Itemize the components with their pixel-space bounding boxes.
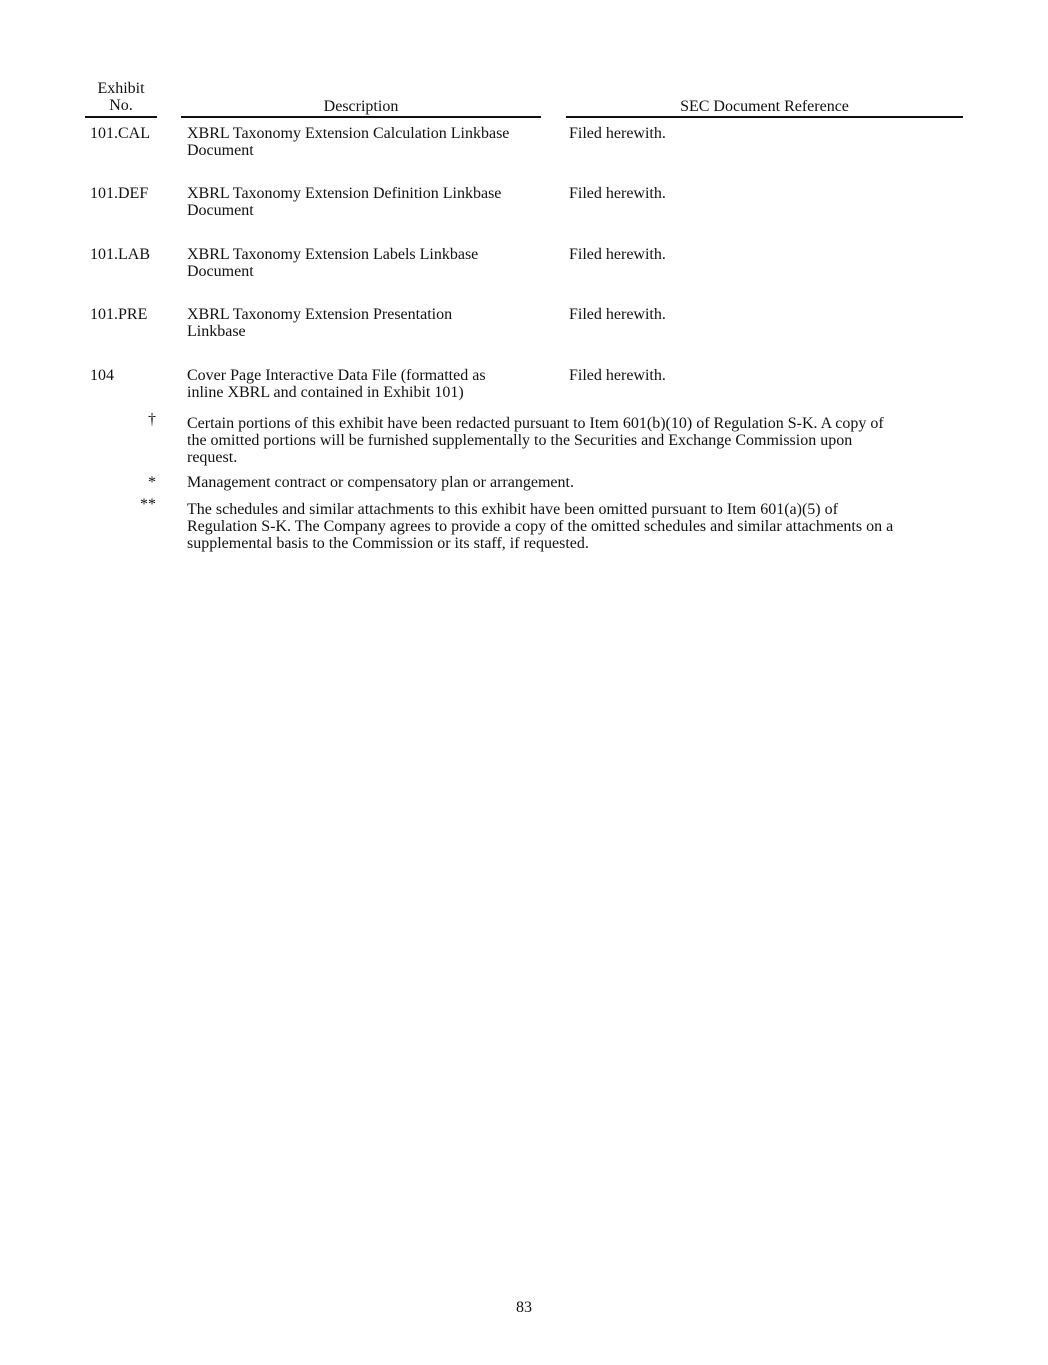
footnote-line: Regulation S-K. The Company agrees to provide a copy of the omitted schedules and similar attachments on a <box>187 518 894 535</box>
header-description <box>181 80 541 118</box>
exhibit-description-line: Cover Page Interactive Data File (formatted as <box>187 367 486 384</box>
exhibit-number: 101.CAL <box>90 125 150 142</box>
footnote-mark: * <box>148 474 156 491</box>
footnote-text <box>187 415 947 466</box>
exhibit-description-line: Document <box>187 202 254 219</box>
sec-reference: Filed herewith. <box>569 367 666 384</box>
footnote-mark: ** <box>140 496 156 513</box>
footnote-line: Certain portions of this exhibit have been redacted pursuant to Item 601(b)(10) of Regulation S-K. A copy of <box>187 415 884 432</box>
footnote-line: the omitted portions will be furnished supplementally to the Securities and Exchange Commission upon <box>187 432 853 449</box>
footnote-line: supplemental basis to the Commission or its staff, if requested. <box>187 535 589 552</box>
exhibit-description <box>187 246 547 280</box>
exhibit-description <box>187 367 547 401</box>
sec-reference: Filed herewith. <box>569 306 666 323</box>
exhibit-description-line: XBRL Taxonomy Extension Presentation <box>187 306 453 323</box>
footnote-line: The schedules and similar attachments to this exhibit have been omitted pursuant to Item 601(a)(5) of <box>187 501 838 518</box>
sec-reference: Filed herewith. <box>569 185 666 202</box>
header-sec-reference <box>566 80 963 118</box>
exhibit-description-line: XBRL Taxonomy Extension Definition Linkbase <box>187 185 502 202</box>
exhibit-description-line: Linkbase <box>187 323 246 340</box>
header-exhibit-no <box>85 80 157 118</box>
header-exhibit-line2: No. <box>109 97 133 114</box>
exhibit-description-line: Document <box>187 263 254 280</box>
exhibit-number: 101.DEF <box>90 185 149 202</box>
footnote-text <box>187 501 947 552</box>
exhibit-number: 101.PRE <box>90 306 148 323</box>
footnote-text <box>187 474 947 491</box>
sec-reference: Filed herewith. <box>569 125 666 142</box>
exhibit-description <box>187 185 547 219</box>
footnote-line: request. <box>187 449 238 466</box>
exhibit-description <box>187 306 547 340</box>
exhibit-number: 104 <box>90 367 114 384</box>
sec-reference: Filed herewith. <box>569 246 666 263</box>
header-reference-label: SEC Document Reference <box>680 98 849 115</box>
footnote-line: Management contract or compensatory plan or arrangement. <box>187 474 574 491</box>
exhibit-description-line: XBRL Taxonomy Extension Calculation Linkbase <box>187 125 510 142</box>
header-description-label: Description <box>323 98 399 115</box>
exhibit-number: 101.LAB <box>90 246 150 263</box>
exhibit-description-line: XBRL Taxonomy Extension Labels Linkbase <box>187 246 479 263</box>
exhibit-description-line: Document <box>187 142 254 159</box>
exhibit-description <box>187 125 547 159</box>
page-number: 83 <box>516 1299 532 1316</box>
footnote-mark: † <box>148 411 156 428</box>
header-exhibit-line1: Exhibit <box>97 80 145 97</box>
exhibit-description-line: inline XBRL and contained in Exhibit 101) <box>187 384 464 401</box>
